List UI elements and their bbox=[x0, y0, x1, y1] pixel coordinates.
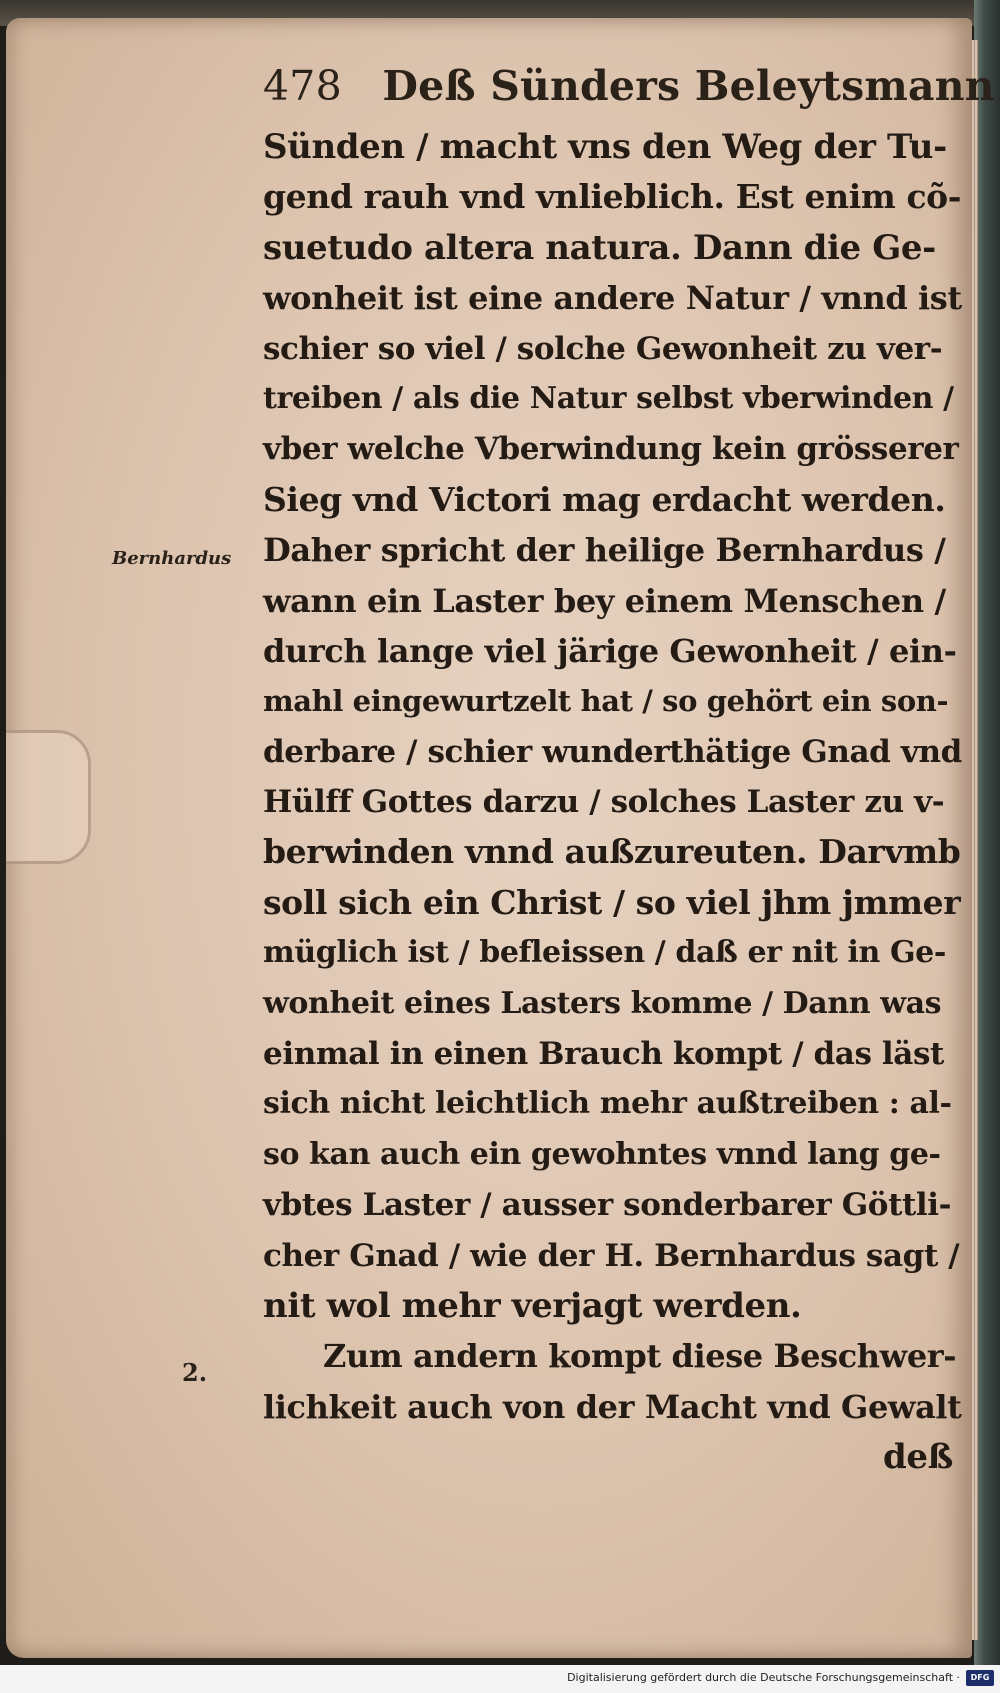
text-line: lichkeit auch von der Macht vnd Gewalt bbox=[263, 1387, 962, 1426]
section-number: 2. bbox=[182, 1358, 208, 1387]
text-line: derbare / schier wunderthätige Gnad vnd bbox=[263, 733, 962, 770]
text-line: soll sich ein Christ / so viel jhm jmmer bbox=[263, 882, 961, 922]
funding-credit: Digitalisierung gefördert durch die Deutsche Forschungsgemeinschaft · bbox=[567, 1671, 960, 1684]
text-line: treiben / als die Natur selbst vberwinden / bbox=[263, 380, 954, 416]
page-clip-shadow bbox=[6, 730, 91, 864]
text-line: nit wol mehr verjagt werden. bbox=[263, 1285, 802, 1326]
text-line: cher Gnad / wie der H. Bernhardus sagt / bbox=[263, 1237, 960, 1274]
text-line: Sieg vnd Victori mag erdacht werden. bbox=[263, 479, 946, 519]
text-line: suetudo altera natura. Dann die Ge- bbox=[263, 227, 936, 268]
text-line: Sünden / macht vns den Weg der Tu- bbox=[263, 127, 947, 167]
text-line: vbtes Laster / ausser sonderbarer Göttli- bbox=[263, 1187, 952, 1224]
text-line: durch lange viel järige Gewonheit / ein- bbox=[263, 631, 957, 670]
digitization-footer bbox=[0, 1665, 1000, 1693]
text-line: müglich ist / befleissen / daß er nit in Ge- bbox=[263, 935, 946, 971]
page-number: 478 bbox=[263, 62, 342, 110]
text-line: vber welche Vberwindung kein grösserer bbox=[263, 431, 959, 468]
text-line: Zum andern kompt diese Beschwer- bbox=[323, 1337, 957, 1376]
text-line: berwinden vnnd außzureuten. Darvmb bbox=[263, 832, 961, 872]
page-edges bbox=[972, 40, 978, 1640]
running-title: Deß Sünders Beleytsmann bbox=[382, 62, 995, 110]
text-line: wonheit eines Lasters komme / Dann was bbox=[263, 985, 942, 1021]
dfg-logo-icon: DFG bbox=[966, 1670, 994, 1686]
text-line: schier so viel / solche Gewonheit zu ver- bbox=[263, 330, 943, 367]
text-line: Hülff Gottes darzu / solches Laster zu v- bbox=[263, 784, 945, 821]
text-line: gend rauh vnd vnlieblich. Est enim cõ- bbox=[263, 177, 962, 217]
text-line: wonheit ist eine andere Natur / vnnd ist bbox=[263, 279, 962, 318]
text-line: sich nicht leichtlich mehr außtreiben : al- bbox=[263, 1086, 952, 1122]
body-text bbox=[263, 122, 963, 1483]
margin-note-bernhardus: Bernhardus bbox=[112, 548, 232, 569]
catchword: deß bbox=[882, 1437, 953, 1478]
running-head bbox=[263, 62, 995, 122]
text-line: einmal in einen Brauch kompt / das läst bbox=[263, 1036, 944, 1073]
text-line: so kan auch ein gewohntes vnnd lang ge- bbox=[263, 1136, 941, 1172]
text-line: mahl eingewurtzelt hat / so gehört ein son- bbox=[263, 684, 949, 719]
text-line: wann ein Laster bey einem Menschen / bbox=[263, 581, 946, 620]
text-line: Daher spricht der heilige Bernhardus / bbox=[263, 531, 946, 570]
